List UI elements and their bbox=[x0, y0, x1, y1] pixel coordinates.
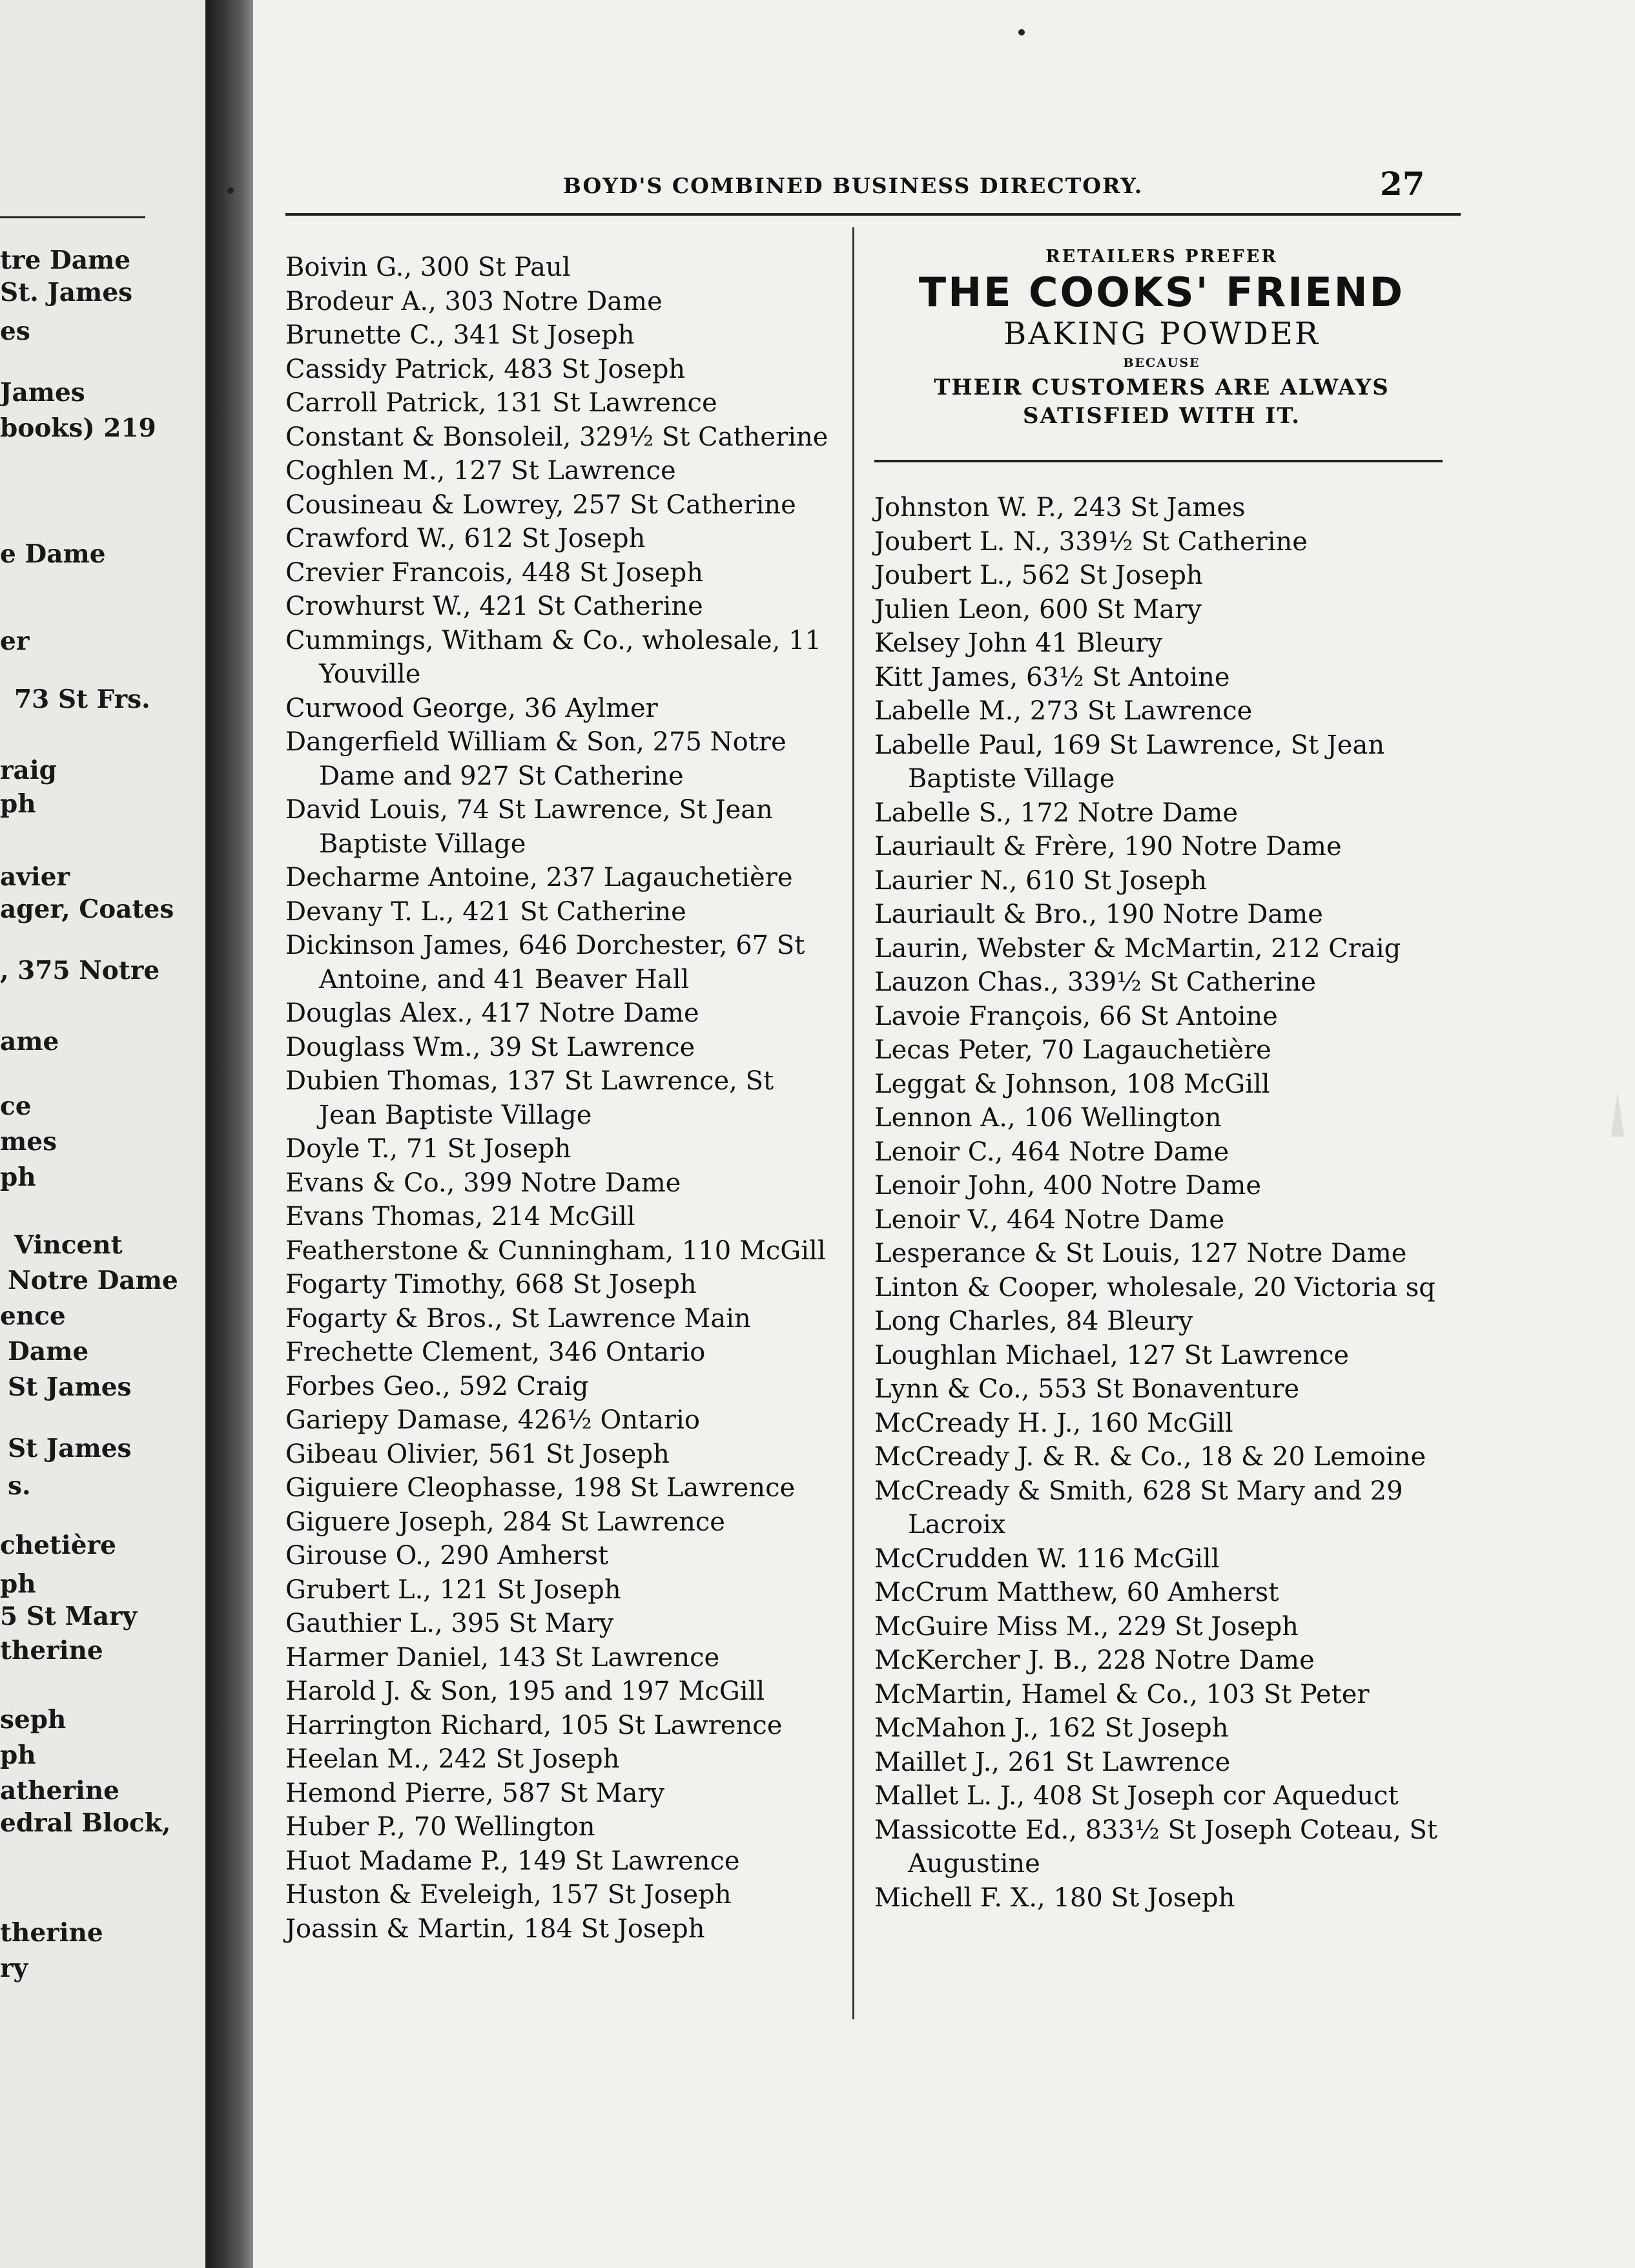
adjacent-page-fragment: ager, Coates bbox=[0, 894, 174, 924]
print-speck bbox=[227, 187, 234, 194]
adjacent-page-fragment: er bbox=[0, 626, 30, 656]
directory-entry: McCrum Matthew, 60 Amherst bbox=[874, 1578, 1279, 1607]
adjacent-page-fragment: e Dame bbox=[0, 539, 106, 569]
directory-page bbox=[253, 0, 1635, 2268]
directory-entry: Brodeur A., 303 Notre Dame bbox=[285, 286, 663, 316]
adjacent-page-fragment: ame bbox=[0, 1027, 59, 1057]
adjacent-page-fragment: Notre Dame bbox=[8, 1266, 178, 1295]
ad-product: BAKING POWDER bbox=[1003, 316, 1320, 352]
adjacent-page-fragment: ph bbox=[0, 1740, 36, 1770]
directory-entry: Cummings, Witham & Co., wholesale, 11 Youville bbox=[285, 625, 822, 689]
adjacent-page-fragment: mes bbox=[0, 1127, 57, 1157]
directory-entry: Crowhurst W., 421 St Catherine bbox=[285, 592, 703, 621]
directory-entry: Featherstone & Cunningham, 110 McGill bbox=[285, 1235, 826, 1266]
adjacent-page-fragment: St. James bbox=[0, 278, 133, 307]
directory-entry: Doyle T., 71 St Joseph bbox=[285, 1134, 571, 1164]
directory-entry: Loughlan Michael, 127 St Lawrence bbox=[874, 1340, 1350, 1370]
adjacent-page-fragment: edral Block, bbox=[0, 1808, 171, 1838]
ad-brand: THE COOKS' FRIEND bbox=[918, 269, 1405, 316]
directory-entry: Huot Madame P., 149 St Lawrence bbox=[285, 1846, 740, 1876]
ad-claim-line1: THEIR CUSTOMERS ARE ALWAYS bbox=[934, 375, 1390, 400]
directory-entry: Lecas Peter, 70 Lagauchetière bbox=[874, 1035, 1271, 1065]
directory-entry: McCready & Smith, 628 St Mary and 29 Lacroix bbox=[874, 1476, 1403, 1540]
directory-entry: Douglass Wm., 39 St Lawrence bbox=[285, 1032, 695, 1062]
directory-entry: Maillet J., 261 St Lawrence bbox=[874, 1747, 1231, 1777]
adjacent-page-fragment: s. bbox=[8, 1471, 31, 1501]
print-speck bbox=[1018, 29, 1025, 36]
directory-entry: Kelsey John 41 Bleury bbox=[874, 628, 1163, 658]
adjacent-page-rule bbox=[0, 216, 145, 218]
directory-entry: Giguiere Cleophasse, 198 St Lawrence bbox=[285, 1473, 796, 1503]
directory-entry: Fogarty Timothy, 668 St Joseph bbox=[285, 1270, 697, 1299]
directory-entry: Labelle Paul, 169 St Lawrence, St Jean Baptiste Village bbox=[874, 730, 1385, 794]
adjacent-page-fragment: ence bbox=[0, 1301, 66, 1331]
adjacent-page-fragment: therine bbox=[0, 1636, 103, 1665]
directory-entry: Curwood George, 36 Aylmer bbox=[285, 693, 658, 723]
directory-entry: Fogarty & Bros., St Lawrence Main bbox=[285, 1303, 751, 1334]
adjacent-page-fragment: therine bbox=[0, 1918, 103, 1948]
ad-because: BECAUSE bbox=[1123, 356, 1200, 370]
directory-entry: Forbes Geo., 592 Craig bbox=[285, 1371, 589, 1401]
directory-entry: Gibeau Olivier, 561 St Joseph bbox=[285, 1439, 670, 1469]
adjacent-page-fragment: ph bbox=[0, 789, 36, 819]
directory-entry: Girouse O., 290 Amherst bbox=[285, 1541, 609, 1571]
directory-entry: McCready H. J., 160 McGill bbox=[874, 1408, 1233, 1438]
directory-entry: Evans Thomas, 214 McGill bbox=[285, 1202, 635, 1232]
directory-entry: Linton & Cooper, wholesale, 20 Victoria sq bbox=[874, 1272, 1435, 1303]
directory-entry: Hemond Pierre, 587 St Mary bbox=[285, 1778, 665, 1808]
adjacent-page-fragment: St James bbox=[8, 1434, 132, 1463]
adjacent-page-fragment: St James bbox=[8, 1372, 132, 1402]
directory-entry: Gauthier L., 395 St Mary bbox=[285, 1609, 614, 1638]
directory-entry: Long Charles, 84 Bleury bbox=[874, 1306, 1193, 1336]
directory-entry: Evans & Co., 399 Notre Dame bbox=[285, 1168, 681, 1198]
adjacent-page-fragment: atherine bbox=[0, 1776, 119, 1806]
directory-entry: Mallet L. J., 408 St Joseph cor Aqueduct bbox=[874, 1781, 1399, 1811]
adjacent-page-fragment: ph bbox=[0, 1569, 36, 1599]
directory-entry: Lesperance & St Louis, 127 Notre Dame bbox=[874, 1239, 1407, 1268]
adjacent-page-fragment: tre Dame bbox=[0, 245, 131, 275]
binding-gutter bbox=[207, 0, 253, 2268]
adjacent-page-fragment: ce bbox=[0, 1091, 32, 1121]
directory-entry: McCrudden W. 116 McGill bbox=[874, 1543, 1220, 1574]
adjacent-page-fragment: 5 St Mary bbox=[0, 1602, 138, 1631]
adjacent-page-fragment: , 375 Notre bbox=[0, 956, 160, 985]
directory-entry: Douglas Alex., 417 Notre Dame bbox=[285, 998, 699, 1028]
directory-entry: Brunette C., 341 St Joseph bbox=[285, 320, 635, 350]
directory-entry: Massicotte Ed., 833½ St Joseph Coteau, St Augustine bbox=[874, 1815, 1437, 1879]
directory-entry: Frechette Clement, 346 Ontario bbox=[285, 1337, 706, 1367]
directory-entry: Dubien Thomas, 137 St Lawrence, St Jean Baptiste Village bbox=[285, 1066, 774, 1130]
directory-entry: Kitt James, 63½ St Antoine bbox=[874, 662, 1230, 692]
directory-entry: Laurin, Webster & McMartin, 212 Craig bbox=[874, 933, 1401, 964]
running-header-title: BOYD'S COMBINED BUSINESS DIRECTORY. bbox=[563, 173, 1144, 198]
directory-entry: Lennon A., 106 Wellington bbox=[874, 1103, 1222, 1133]
adjacent-page-fragment: James bbox=[0, 378, 85, 407]
directory-entry: Lenoir John, 400 Notre Dame bbox=[874, 1171, 1262, 1201]
directory-entry: Lauriault & Bro., 190 Notre Dame bbox=[874, 900, 1323, 929]
ad-kicker: RETAILERS PREFER bbox=[1045, 247, 1278, 267]
adjacent-page-fragment: seph bbox=[0, 1705, 67, 1735]
directory-entry: McMahon J., 162 St Joseph bbox=[874, 1713, 1229, 1743]
directory-entry: Leggat & Johnson, 108 McGill bbox=[874, 1069, 1270, 1099]
directory-entry: Lauriault & Frère, 190 Notre Dame bbox=[874, 832, 1342, 861]
directory-entry: Labelle M., 273 St Lawrence bbox=[874, 696, 1253, 726]
adjacent-page-fragment: avier bbox=[0, 862, 70, 892]
directory-entry: Lynn & Co., 553 St Bonaventure bbox=[874, 1374, 1300, 1404]
directory-entry: Julien Leon, 600 St Mary bbox=[874, 594, 1202, 624]
margin-pointer-mark bbox=[1611, 1091, 1624, 1137]
directory-entry: Devany T. L., 421 St Catherine bbox=[285, 896, 686, 927]
directory-entry: McCready J. & R. & Co., 18 & 20 Lemoine bbox=[874, 1442, 1426, 1472]
directory-entry: McGuire Miss M., 229 St Joseph bbox=[874, 1611, 1299, 1642]
directory-entry: Lavoie François, 66 St Antoine bbox=[874, 1001, 1278, 1031]
directory-entry: Johnston W. P., 243 St James bbox=[874, 493, 1246, 522]
left-listing-column bbox=[285, 251, 834, 1946]
directory-entry: Coghlen M., 127 St Lawrence bbox=[285, 456, 676, 486]
directory-entry: Cassidy Patrick, 483 St Joseph bbox=[285, 354, 686, 384]
directory-entry: Labelle S., 172 Notre Dame bbox=[874, 798, 1239, 828]
cooks-friend-advertisement bbox=[874, 244, 1449, 430]
directory-entry: Joassin & Martin, 184 St Joseph bbox=[285, 1913, 705, 1944]
adjacent-page-fragment: Dame bbox=[8, 1337, 89, 1366]
directory-entry: Laurier N., 610 St Joseph bbox=[874, 865, 1208, 896]
directory-entry: Crevier Francois, 448 St Joseph bbox=[285, 557, 703, 588]
page-number: 27 bbox=[1380, 165, 1425, 203]
directory-entry: Joubert L. N., 339½ St Catherine bbox=[874, 526, 1308, 557]
directory-entry: Harmer Daniel, 143 St Lawrence bbox=[285, 1642, 720, 1673]
right-listing-column bbox=[874, 491, 1443, 1915]
directory-entry: Heelan M., 242 St Joseph bbox=[285, 1744, 620, 1774]
directory-entry: Boivin G., 300 St Paul bbox=[285, 253, 571, 282]
adjacent-page-fragment: Vincent bbox=[14, 1230, 123, 1260]
directory-entry: Harold J. & Son, 195 and 197 McGill bbox=[285, 1676, 765, 1706]
directory-entry: Dangerfield William & Son, 275 Notre Dame and 927 St Catherine bbox=[285, 727, 787, 791]
directory-entry: Lauzon Chas., 339½ St Catherine bbox=[874, 967, 1317, 997]
directory-entry: Cousineau & Lowrey, 257 St Catherine bbox=[285, 490, 796, 520]
directory-entry: Gariepy Damase, 426½ Ontario bbox=[285, 1405, 700, 1435]
directory-entry: Dickinson James, 646 Dorchester, 67 St Antoine, and 41 Beaver Hall bbox=[285, 931, 805, 995]
directory-entry: Grubert L., 121 St Joseph bbox=[285, 1574, 621, 1605]
directory-entry: Huston & Eveleigh, 157 St Joseph bbox=[285, 1880, 732, 1910]
adjacent-page-fragment: chetière bbox=[0, 1531, 116, 1560]
directory-entry: Lenoir V., 464 Notre Dame bbox=[874, 1204, 1224, 1235]
adjacent-page-fragment: books) 219 bbox=[0, 413, 156, 443]
adjacent-page-strip bbox=[0, 0, 212, 2268]
ad-bottom-rule bbox=[874, 460, 1443, 462]
directory-entry: McKercher J. B., 228 Notre Dame bbox=[874, 1645, 1315, 1675]
directory-entry: Michell F. X., 180 St Joseph bbox=[874, 1882, 1235, 1913]
ad-claim-line2: SATISFIED WITH IT. bbox=[1022, 403, 1301, 429]
adjacent-page-fragment: ry bbox=[0, 1954, 28, 1983]
adjacent-page-fragment: 73 St Frs. bbox=[14, 685, 150, 714]
directory-entry: Giguere Joseph, 284 St Lawrence bbox=[285, 1507, 725, 1537]
directory-entry: Harrington Richard, 105 St Lawrence bbox=[285, 1710, 783, 1740]
directory-entry: Huber P., 70 Wellington bbox=[285, 1812, 595, 1842]
column-divider bbox=[852, 227, 854, 2019]
directory-entry: Crawford W., 612 St Joseph bbox=[285, 524, 646, 553]
directory-entry: Joubert L., 562 St Joseph bbox=[874, 561, 1203, 590]
adjacent-page-fragment: es bbox=[0, 316, 30, 346]
adjacent-page-fragment: raig bbox=[0, 756, 57, 785]
directory-entry: David Louis, 74 St Lawrence, St Jean Baptiste Village bbox=[285, 795, 773, 859]
directory-entry: Carroll Patrick, 131 St Lawrence bbox=[285, 388, 717, 418]
directory-entry: McMartin, Hamel & Co., 103 St Peter bbox=[874, 1679, 1370, 1709]
directory-entry: Constant & Bonsoleil, 329½ St Catherine bbox=[285, 422, 828, 452]
header-rule bbox=[285, 213, 1461, 216]
directory-entry: Decharme Antoine, 237 Lagauchetière bbox=[285, 863, 793, 892]
directory-entry: Lenoir C., 464 Notre Dame bbox=[874, 1137, 1229, 1167]
adjacent-page-fragment: ph bbox=[0, 1162, 36, 1192]
